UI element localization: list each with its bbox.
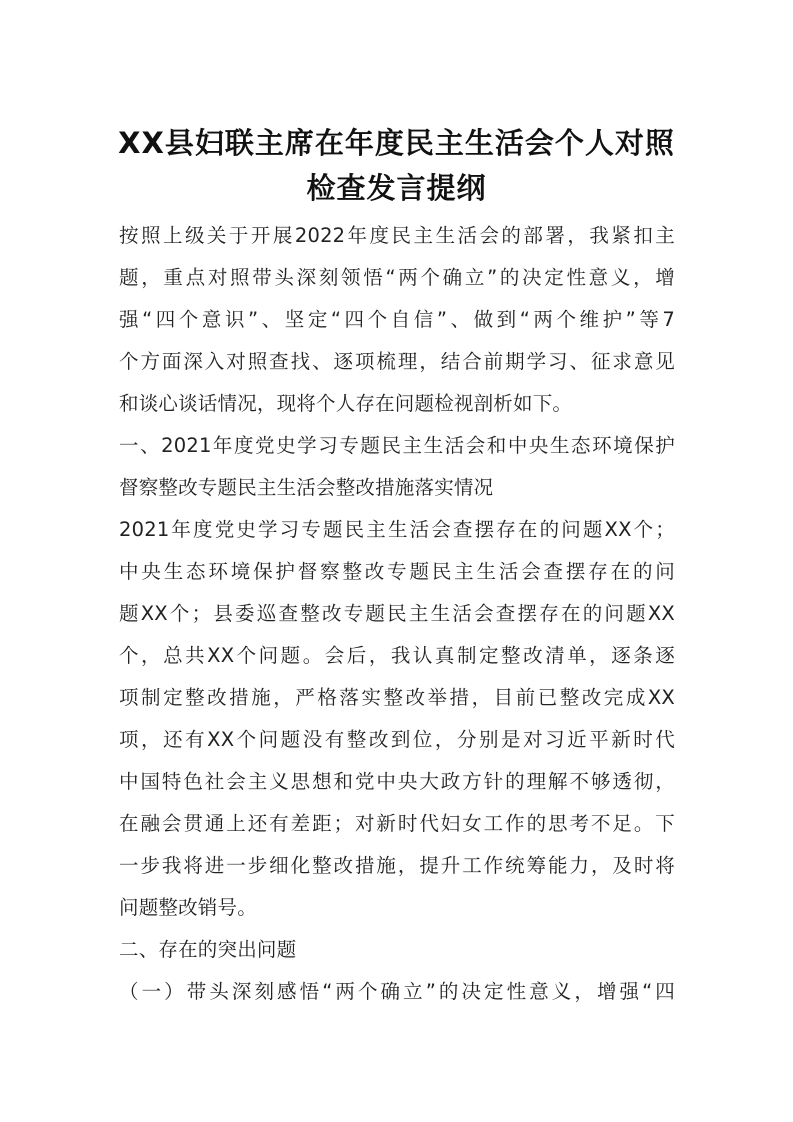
paragraph-line: 题XX个；县委巡查整改专题民主生活会查摆存在的问题XX (119, 602, 675, 625)
paragraph-line: 题，重点对照带头深刻领悟“两个确立”的决定性意义，增 (119, 266, 675, 289)
paragraph-line: 项，还有XX个问题没有整改到位，分别是对习近平新时代 (119, 728, 675, 751)
paragraph-line: 项制定整改措施，严格落实整改举措，目前已整改完成XX (119, 686, 675, 709)
paragraph-line: 中央生态环境保护督察整改专题民主生活会查摆存在的问 (119, 560, 675, 583)
document-title-line-2: 检查发言提纲 (306, 171, 487, 205)
section-heading-line: 一、2021年度党史学习专题民主生活会和中央生态环境保护 (119, 434, 675, 457)
document-title-line-1: XX县妇联主席在年度民主生活会个人对照 (118, 126, 675, 160)
paragraph-line: 一步我将进一步细化整改措施，提升工作统筹能力，及时将 (119, 854, 675, 877)
paragraph-line: 在融会贯通上还有差距；对新时代妇女工作的思考不足。下 (119, 812, 675, 835)
paragraph-line: 个，总共XX个问题。会后，我认真制定整改清单，逐条逐 (119, 644, 675, 667)
paragraph-line: 问题整改销号。 (119, 896, 257, 919)
section-heading-line: 二、存在的突出问题 (119, 938, 297, 961)
paragraph-line: 和谈心谈话情况，现将个人存在问题检视剖析如下。 (119, 392, 573, 415)
subsection-heading-line: （一）带头深刻感悟“两个确立”的决定性意义，增强“四 (119, 980, 675, 1003)
paragraph-line: 强“四个意识”、坚定“四个自信”、做到“两个维护”等7 (119, 308, 675, 331)
paragraph-line: 中国特色社会主义思想和党中央大政方针的理解不够透彻， (119, 770, 675, 793)
paragraph-line: 按照上级关于开展2022年度民主生活会的部署，我紧扣主 (119, 224, 675, 247)
paragraph-line: 个方面深入对照查找、逐项梳理，结合前期学习、征求意见 (119, 350, 675, 373)
section-heading-line: 督察整改专题民主生活会整改措施落实情况 (119, 476, 494, 499)
paragraph-line: 2021年度党史学习专题民主生活会查摆存在的问题XX个； (119, 518, 675, 541)
